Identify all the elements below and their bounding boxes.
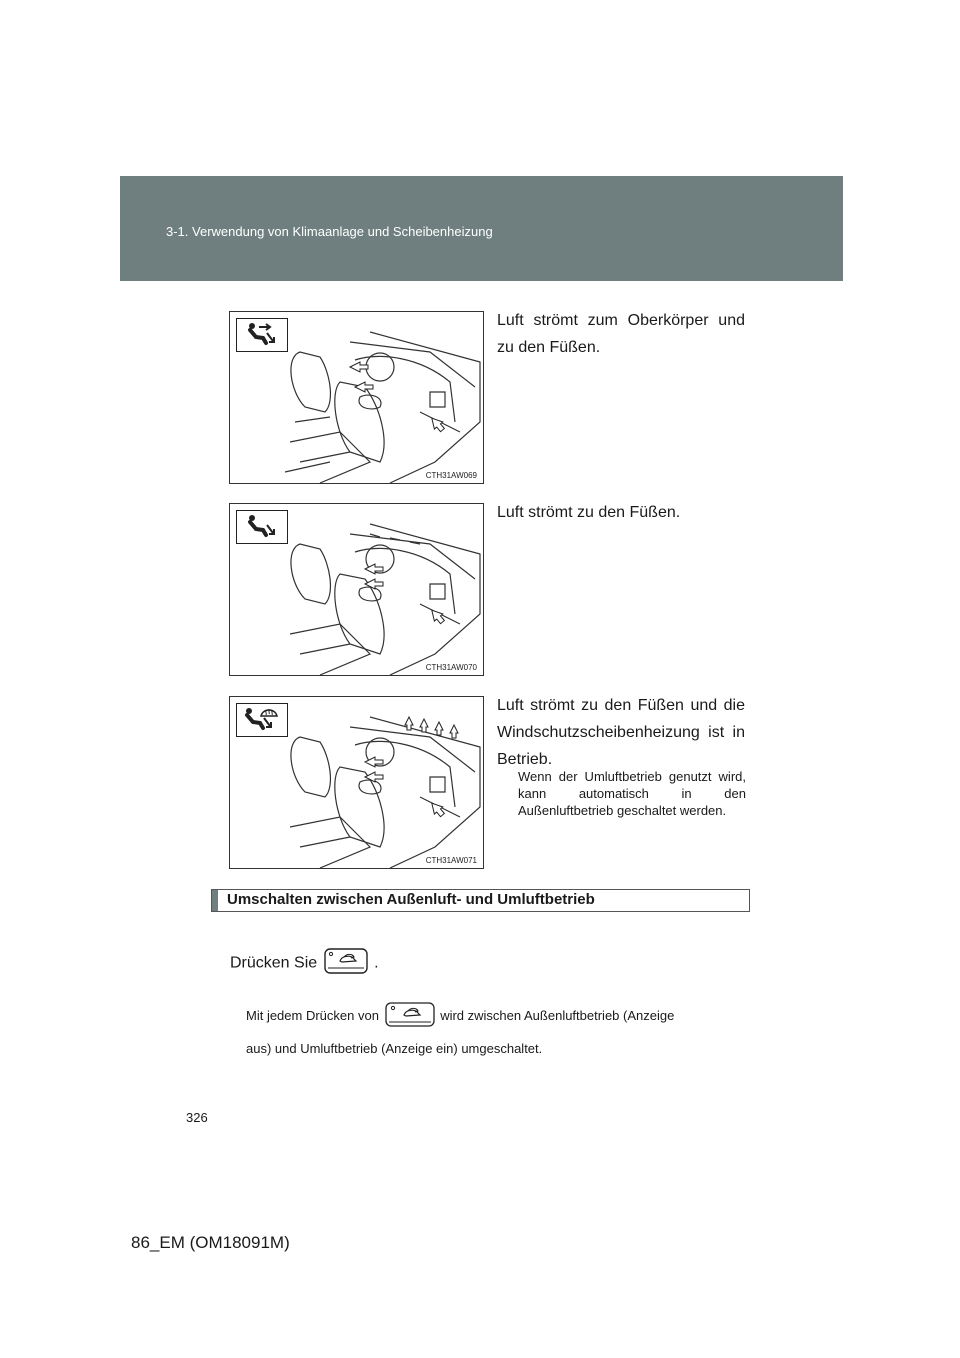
note-part-1: Mit jedem Drücken von — [246, 1007, 379, 1023]
figure-description — [497, 499, 745, 526]
figure-feet-defroster — [229, 696, 484, 869]
figure-description — [497, 692, 745, 773]
page-number: 326 — [186, 1110, 208, 1125]
figure-description — [497, 307, 745, 361]
instruction-suffix: . — [374, 954, 379, 972]
instruction-prefix: Drücken Sie — [230, 954, 318, 972]
desc-text: Luft strömt zu den Füßen. — [497, 504, 681, 521]
chapter-title: 3-1. Verwendung von Klimaanlage und Scheibenheizung — [166, 224, 493, 239]
desc-text: Luft strömt zu den Füßen und die Windschutzscheibenheizung ist in Betrieb. — [497, 697, 745, 768]
figure-code: CTH31AW070 — [425, 663, 477, 672]
instruction — [230, 945, 379, 982]
figure-face-feet — [229, 311, 484, 484]
section-title: Umschalten zwischen Außenluft- und Umluftbetrieb — [227, 891, 595, 908]
document-code: 86_EM (OM18091M) — [131, 1233, 290, 1252]
note-line-2: aus) und Umluftbetrieb (Anzeige ein) umgeschaltet. — [246, 1041, 543, 1056]
note-line-1 — [246, 1000, 746, 1033]
figure-note: Wenn der Umluftbetrieb genutzt wird, kann automatisch in den Außenluftbetrieb geschaltet werden. — [518, 769, 746, 818]
recirculation-button-icon — [322, 945, 370, 982]
figure-code: CTH31AW071 — [425, 856, 477, 865]
airflow-face-and-feet-icon — [236, 318, 288, 352]
chapter-header — [120, 176, 843, 281]
desc-text: Luft strömt zum Oberkörper und zu den Füßen. — [497, 312, 745, 356]
section-accent — [212, 890, 218, 911]
airflow-feet-icon — [236, 510, 288, 544]
section-heading — [211, 889, 750, 912]
figure-code: CTH31AW069 — [425, 471, 477, 480]
recirculation-button-icon — [383, 1000, 437, 1033]
figure-feet — [229, 503, 484, 676]
note-part-2: wird zwischen Außenluftbetrieb (Anzeige — [440, 1007, 675, 1023]
airflow-feet-and-defroster-icon — [236, 703, 288, 737]
